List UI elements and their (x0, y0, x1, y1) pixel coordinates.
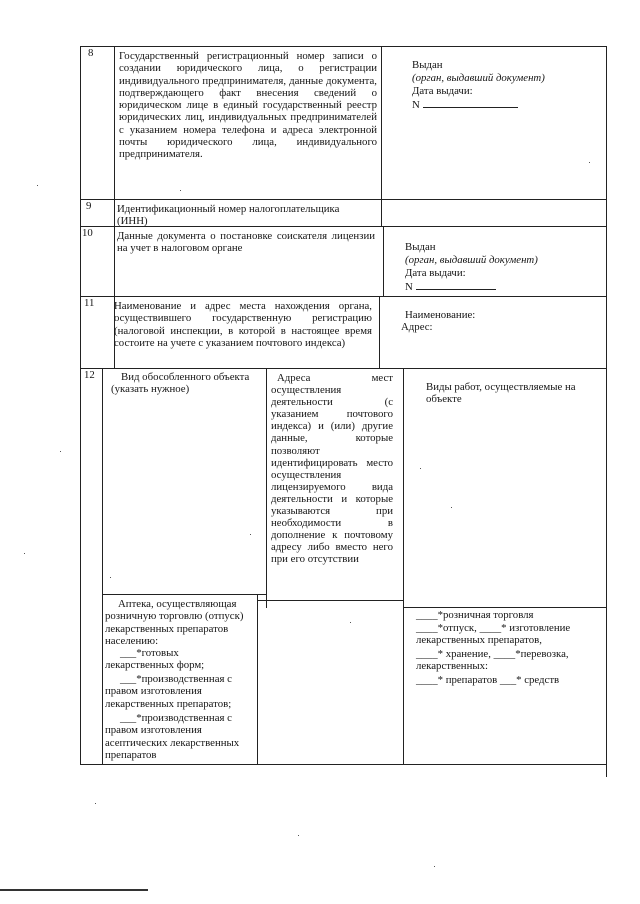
scan-speck (420, 468, 421, 469)
row8-issuing-authority-caption: (орган, выдавший документ) (412, 72, 545, 84)
row11-name-label[interactable]: Наименование: (405, 309, 476, 321)
row12-col3-left-divider (403, 368, 404, 765)
row12-address-header: Адреса мест осуществления деятельности (с указанием почтового индекса) и (или) другие данные, которые позволяют идентифицировать место осуществления лицензируемого вида деятельности и которые указываются при необходимости в дополнение к почтовому адресу либо вместо него при его отсутствии (271, 372, 393, 566)
row8-number-blank (423, 98, 518, 108)
pharmacy-description: Аптека, осуществляющая розничную торговлю (отпуск) лекарственных препаратов населению: (105, 598, 244, 647)
row10-issuing-authority-caption: (орган, выдавший документ) (405, 254, 538, 266)
option-finished-dosage-forms[interactable]: ___*готовых лекарственных форм; (105, 647, 205, 672)
table-right-border (606, 46, 607, 777)
row12-work-types-header: Виды работ, осуществляемые на объекте (426, 381, 576, 406)
row-number: 11 (84, 297, 95, 309)
scan-speck (60, 451, 61, 452)
table-left-border (80, 46, 81, 765)
page-edge-line (0, 889, 148, 891)
row10-field-label: Данные документа о постановке соискателя лицензии на учет в налоговом органе (117, 230, 375, 255)
row12-col2-left-divider (266, 368, 267, 608)
row12-object-type-header: Вид обособленного объекта (указать нужное) (111, 371, 250, 396)
scan-speck (589, 162, 590, 163)
row-number: 12 (84, 369, 95, 381)
row-divider-10-11 (80, 296, 607, 297)
value-column-divider-row11 (379, 296, 380, 368)
value-column-divider-row10 (383, 226, 384, 296)
table-top-border (80, 46, 607, 47)
scan-speck (180, 190, 181, 191)
row8-issue-date-label: Дата выдачи: (412, 85, 473, 97)
row10-issue-date-label: Дата выдачи: (405, 267, 466, 279)
row8-issued-label: Выдан (412, 59, 443, 71)
row9-field-label: Идентификационный номер налогоплательщика (ИНН) (117, 203, 340, 228)
scan-speck (451, 507, 452, 508)
row11-field-label: Наименование и адрес места нахождения органа, осуществившего государственную регистрацию (налоговой инспекции, в которой в настоящее время состоите на учете с указанием почтового индекса) (114, 300, 372, 349)
row10-number-label: N (405, 281, 413, 293)
scan-speck (37, 185, 38, 186)
table-bottom-border (80, 764, 607, 765)
work-retail-trade[interactable]: ____*розничная торговля (416, 609, 534, 621)
row8-field-label: Государственный регистрационный номер записи о создании юридического лица, о регистрации индивидуального предпринимателя, данные документа, подтверждающего факт внесения сведений о юридическом лице в единый государственный реестр юридических лиц, индивидуальных предпринимателей с указанием номера телефона и адреса электронной почты юридического лица, индивидуального предпринимателя. (119, 50, 377, 161)
scan-speck (110, 577, 111, 578)
row12-header-divider (102, 594, 266, 595)
row10-number-field[interactable] (405, 280, 496, 293)
row10-issued-label: Выдан (405, 241, 436, 253)
row12-header-divider-right (403, 607, 607, 608)
work-dispensing-manufacturing[interactable]: ____*отпуск, ____* изготовление лекарственных препаратов, (416, 622, 571, 647)
row10-number-blank (416, 280, 496, 290)
row-number: 8 (88, 47, 94, 59)
scan-speck (298, 835, 299, 836)
row-divider-11-12 (80, 368, 607, 369)
scan-speck (350, 622, 351, 623)
work-storage-transport[interactable]: ____* хранение, ____*перевозка, лекарственных: (416, 648, 569, 673)
row8-number-label: N (412, 99, 420, 111)
row11-address-label[interactable]: Адрес: (401, 321, 433, 333)
scan-speck (250, 534, 251, 535)
row12-col2-left-divider-lower (257, 594, 258, 765)
row-number: 9 (86, 200, 92, 212)
row-divider-8-9 (80, 199, 607, 200)
scan-speck (24, 553, 25, 554)
option-aseptic-production[interactable]: ___*производственная с правом изготовления асептических лекарственных препаратов (105, 712, 240, 761)
number-column-divider-row12 (102, 368, 103, 765)
scan-speck (434, 866, 435, 867)
row8-number-field[interactable] (412, 98, 518, 111)
work-drugs-products[interactable]: ____* препаратов ___* средств (416, 674, 560, 686)
option-production-pharmacy[interactable]: ___*производственная с правом изготовления лекарственных препаратов; (105, 673, 232, 710)
row12-header-divider-mid (257, 600, 403, 601)
scan-speck (95, 803, 96, 804)
row-number: 10 (82, 227, 93, 239)
